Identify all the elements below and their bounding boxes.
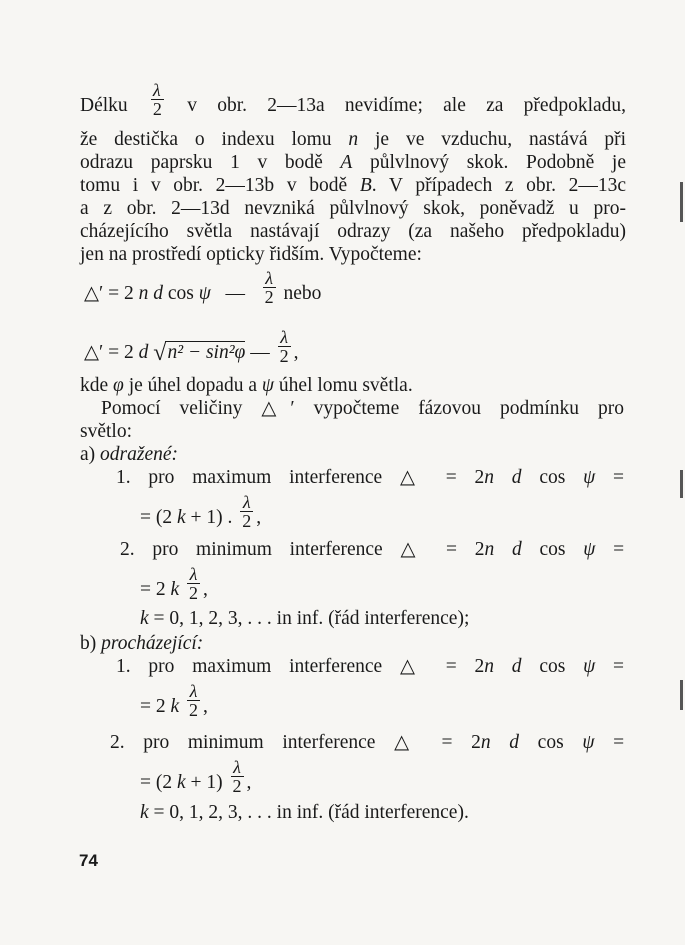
condition-line: 1. pro maximum interference △ = 2n d cos ψ = — [116, 467, 625, 488]
condition-cont: = 2 k $\frac{\lambda}{2}$ , — [140, 681, 208, 721]
text-line: Délku $\frac{\lambda}{2}$ v obr. 2—13a nevidíme; ale za předpokladu, — [80, 80, 627, 120]
fraction-lambda-half: $\frac{\lambda}{2}$ — [189, 564, 199, 604]
condition-line: 2. pro minimum interference △ = 2n d cos ψ = — [120, 539, 625, 560]
condition-line: 2. pro minimum interference △ = 2n d cos ψ = — [110, 732, 625, 753]
equation-1: △′ = 2 n d cos ψ — $\frac{\lambda}{2}$ nebo — [84, 268, 322, 308]
condition-cont: = (2 k + 1) . $\frac{\lambda}{2}$ , — [140, 492, 262, 532]
fraction-lambda-half: $\frac{\lambda}{2}$ — [242, 492, 252, 532]
k-range-line: k = 0, 1, 2, 3, . . . in inf. (řád interference). — [140, 802, 469, 823]
condition-cont: = 2 k $\frac{\lambda}{2}$ , — [140, 564, 208, 604]
condition-line: 1. pro maximum interference △ = 2n d cos ψ = — [116, 656, 625, 677]
fraction-lambda-half: $\frac{\lambda}{2}$ — [232, 757, 242, 797]
text-line: Pomocí veličiny △′ vypočteme fázovou podmínku pro — [101, 398, 625, 419]
text-line: jen na prostředí opticky řidším. Vypočteme: — [80, 244, 422, 265]
text-line: kde φ je úhel dopadu a ψ úhel lomu světla. — [80, 375, 413, 396]
fraction-lambda-half: $\frac{\lambda}{2}$ — [189, 681, 199, 721]
scan-edge-mark — [680, 470, 683, 498]
page-number: 74 — [79, 851, 98, 870]
section-b-heading: b) procházející: — [80, 633, 204, 654]
fraction-lambda-half: $\frac{\lambda}{2}$ — [152, 80, 162, 120]
section-a-heading: a) odražené: — [80, 444, 179, 465]
fraction-lambda-half: $\frac{\lambda}{2}$ — [264, 268, 274, 308]
scan-edge-mark — [680, 182, 683, 222]
sqrt-sign: √ — [153, 340, 167, 366]
k-range-line: k = 0, 1, 2, 3, . . . in inf. (řád interference); — [140, 608, 470, 629]
text-line: cházejícího světla nastávají odrazy (za našeho předpokladu) — [80, 221, 626, 242]
scan-edge-mark — [680, 680, 683, 710]
fraction-lambda-half: $\frac{\lambda}{2}$ — [279, 327, 289, 367]
text-line: odrazu paprsku 1 v bodě A půlvlnový skok. Podobně je — [80, 152, 627, 173]
text-line: tomu i v obr. 2—13b v bodě B. V případech z obr. 2—13c — [80, 175, 627, 196]
text-line: světlo: — [80, 421, 132, 442]
equation-2: △′ = 2 d √n² − sin²φ — $\frac{\lambda}{2}$ , — [84, 327, 299, 367]
condition-cont: = (2 k + 1) $\frac{\lambda}{2}$ , — [140, 757, 252, 797]
text-line: a z obr. 2—13d nevzniká půlvlnový skok, poněvadž u pro- — [80, 198, 626, 219]
text-line: že destička o indexu lomu n je ve vzduchu, nastává při — [80, 129, 626, 150]
